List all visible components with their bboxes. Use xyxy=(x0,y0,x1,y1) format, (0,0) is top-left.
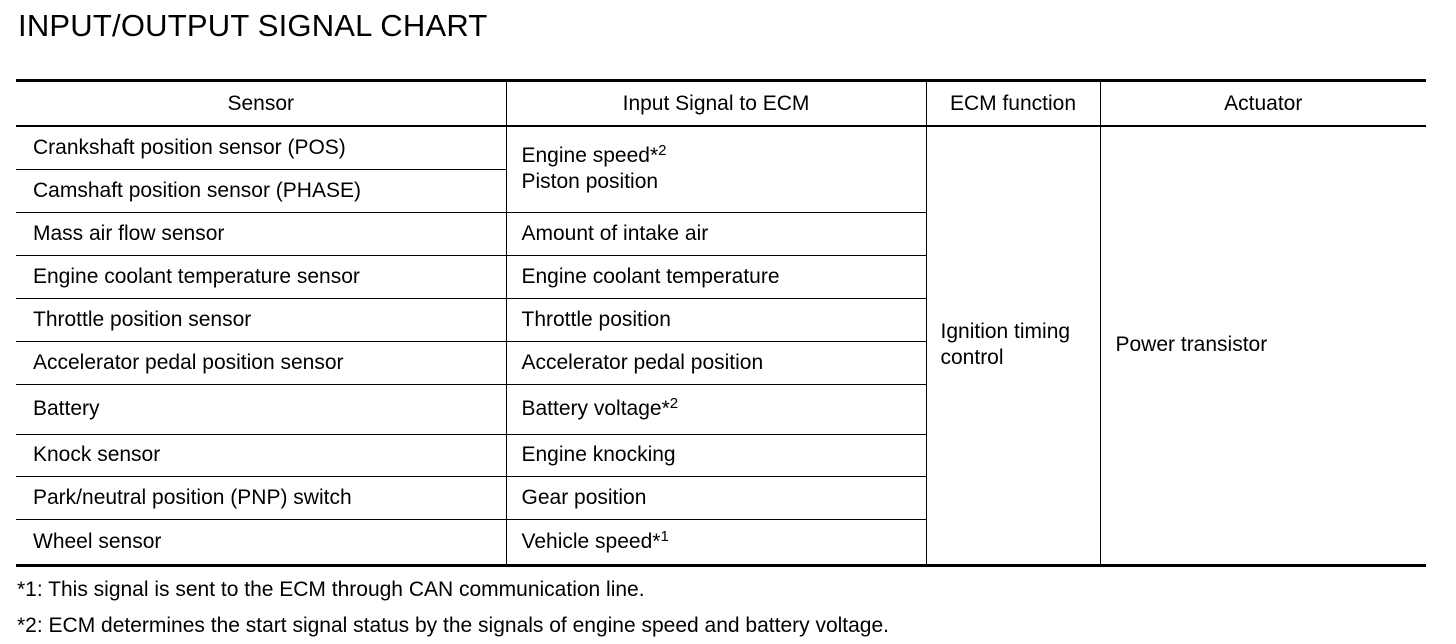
footnote-1: *1: This signal is sent to the ECM through CAN communication line. xyxy=(17,578,645,601)
input-signal-cell: Engine knocking xyxy=(506,434,926,476)
table-header-row xyxy=(16,81,1426,127)
sensor-cell: Mass air flow sensor xyxy=(16,212,506,255)
actuator-cell: Power transistor xyxy=(1100,126,1426,565)
sensor-cell: Battery xyxy=(16,384,506,434)
header-sensor: Sensor xyxy=(16,81,506,127)
input-signal-cell: Engine coolant temperature xyxy=(506,255,926,298)
footnote-2: *2: ECM determines the start signal status by the signals of engine speed and battery voltage. xyxy=(17,614,890,637)
input-signal-cell: Accelerator pedal position xyxy=(506,341,926,384)
sensor-cell: Park/neutral position (PNP) switch xyxy=(16,476,506,519)
input-piston-position: Piston position xyxy=(521,170,659,194)
input-engine-speed: Engine speed*$^2$ xyxy=(521,142,667,168)
input-signal-cell: Vehicle speed*$^1$ xyxy=(506,519,926,565)
sensor-cell: Engine coolant temperature sensor xyxy=(16,255,506,298)
page-title: INPUT/OUTPUT SIGNAL CHART xyxy=(18,8,488,43)
table-row xyxy=(16,126,1426,169)
ecm-function-line-1: Ignition timing xyxy=(940,320,1071,344)
input-signal-cell: Battery voltage*$^2$ xyxy=(506,384,926,434)
header-actuator: Actuator xyxy=(1100,81,1426,127)
footnotes xyxy=(17,572,889,644)
input-signal-cell: Throttle position xyxy=(506,298,926,341)
input-signal-cell xyxy=(506,126,926,212)
sensor-cell: Throttle position sensor xyxy=(16,298,506,341)
ecm-function-line-2: control xyxy=(940,346,1004,370)
ecm-function-cell xyxy=(926,126,1100,565)
signal-chart-table xyxy=(16,79,1426,567)
sensor-cell: Accelerator pedal position sensor xyxy=(16,341,506,384)
sensor-cell: Crankshaft position sensor (POS) xyxy=(16,126,506,169)
sensor-cell: Camshaft position sensor (PHASE) xyxy=(16,169,506,212)
input-signal-cell: Amount of intake air xyxy=(506,212,926,255)
header-input-signal: Input Signal to ECM xyxy=(506,81,926,127)
sensor-cell: Wheel sensor xyxy=(33,529,162,553)
input-signal-cell: Gear position xyxy=(506,476,926,519)
sensor-cell: Knock sensor xyxy=(16,434,506,476)
header-ecm-function: ECM function xyxy=(926,81,1100,127)
